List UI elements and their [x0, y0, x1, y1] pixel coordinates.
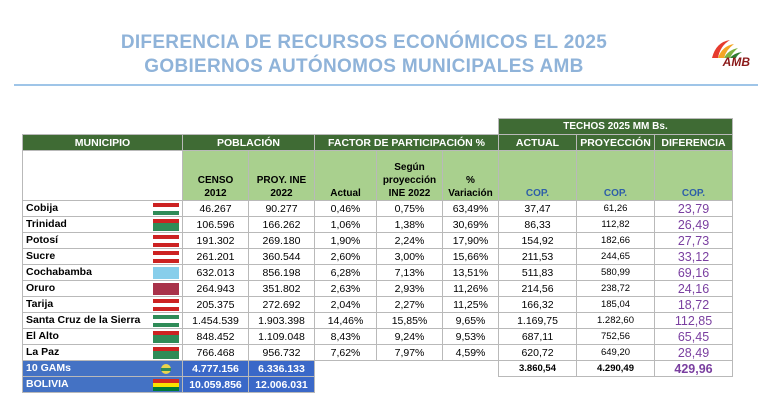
total-label-text: 10 GAMs — [26, 362, 71, 374]
col-cop-proyeccion: COP. — [577, 151, 655, 201]
municipio-cell — [23, 201, 183, 217]
table-row — [23, 217, 733, 233]
municipio-cell — [23, 249, 183, 265]
proy-ine-cell: 166.262 — [249, 217, 315, 233]
total-proy: 6.336.133 — [249, 361, 315, 377]
censo-cell: 766.468 — [183, 345, 249, 361]
municipio-name: Sucre — [26, 250, 56, 262]
diferencia-cell: 112,85 — [655, 313, 733, 329]
proyeccion-cell: 185,04 — [577, 297, 655, 313]
table-row — [23, 297, 733, 313]
table-row — [23, 233, 733, 249]
col-fp-segun: Según proyección INE 2022 — [377, 151, 443, 201]
municipio-name: Oruro — [26, 282, 56, 294]
municipio-name: Tarija — [26, 298, 54, 310]
data-table — [22, 118, 733, 393]
proy-ine-cell: 272.692 — [249, 297, 315, 313]
variacion-cell: 9,65% — [443, 313, 499, 329]
diferencia-cell: 33,12 — [655, 249, 733, 265]
municipio-flag-icon — [153, 203, 179, 215]
table-row — [23, 201, 733, 217]
municipio-name: Trinidad — [26, 218, 67, 230]
total-proyeccion: 4.290,49 — [577, 361, 655, 377]
diferencia-cell: 24,16 — [655, 281, 733, 297]
municipio-cell — [23, 233, 183, 249]
fp-actual-cell: 8,43% — [315, 329, 377, 345]
fp-actual-cell: 7,62% — [315, 345, 377, 361]
table-row — [23, 329, 733, 345]
diferencia-cell: 28,49 — [655, 345, 733, 361]
actual-cell: 211,53 — [499, 249, 577, 265]
variacion-cell: 15,66% — [443, 249, 499, 265]
municipio-cell — [23, 313, 183, 329]
col-municipio: MUNICIPIO — [23, 135, 183, 151]
col-cop-actual: COP. — [499, 151, 577, 201]
fp-segun-cell: 9,24% — [377, 329, 443, 345]
diferencia-cell: 65,45 — [655, 329, 733, 345]
col-censo: CENSO 2012 — [183, 151, 249, 201]
municipio-flag-icon — [153, 235, 179, 247]
fp-segun-cell: 1,38% — [377, 217, 443, 233]
municipio-name: Cobija — [26, 202, 59, 214]
actual-cell: 214,56 — [499, 281, 577, 297]
proy-ine-cell: 351.802 — [249, 281, 315, 297]
variacion-cell: 9,53% — [443, 329, 499, 345]
total-censo: 4.777.156 — [183, 361, 249, 377]
actual-cell: 511,83 — [499, 265, 577, 281]
col-proyeccion: PROYECCIÓN — [577, 135, 655, 151]
municipio-flag-icon — [153, 251, 179, 263]
total-diferencia: 429,96 — [655, 361, 733, 377]
censo-cell: 46.267 — [183, 201, 249, 217]
proyeccion-cell: 649,20 — [577, 345, 655, 361]
censo-cell: 106.596 — [183, 217, 249, 233]
actual-cell: 620,72 — [499, 345, 577, 361]
proy-ine-cell: 956.732 — [249, 345, 315, 361]
actual-cell: 154,92 — [499, 233, 577, 249]
proyeccion-cell: 238,72 — [577, 281, 655, 297]
municipio-cell — [23, 265, 183, 281]
header-row — [23, 135, 733, 151]
fp-segun-cell: 15,85% — [377, 313, 443, 329]
total-label — [23, 361, 183, 377]
diferencia-cell: 26,49 — [655, 217, 733, 233]
proyeccion-cell: 580,99 — [577, 265, 655, 281]
actual-cell: 166,32 — [499, 297, 577, 313]
techos-row — [23, 119, 733, 135]
col-cop-diferencia: COP. — [655, 151, 733, 201]
municipio-flag-icon — [153, 347, 179, 359]
bolivia-censo: 10.059.856 — [183, 377, 249, 393]
header — [14, 14, 758, 86]
proy-ine-cell: 1.109.048 — [249, 329, 315, 345]
table-body — [23, 201, 733, 361]
municipio-name: Potosí — [26, 234, 59, 246]
variacion-cell: 13,51% — [443, 265, 499, 281]
col-factor: FACTOR DE PARTICIPACIÓN % — [315, 135, 499, 151]
bolivia-proy: 12.006.031 — [249, 377, 315, 393]
municipio-name: El Alto — [26, 330, 59, 342]
bolivia-flag-icon — [153, 379, 179, 391]
censo-cell: 205.375 — [183, 297, 249, 313]
bolivia-label — [23, 377, 183, 393]
table-row — [23, 345, 733, 361]
title-line-2: GOBIERNOS AUTÓNOMOS MUNICIPALES AMB — [144, 56, 584, 77]
fp-segun-cell: 2,24% — [377, 233, 443, 249]
proy-ine-cell: 360.544 — [249, 249, 315, 265]
municipio-cell — [23, 345, 183, 361]
fp-segun-cell: 2,93% — [377, 281, 443, 297]
fp-actual-cell: 2,04% — [315, 297, 377, 313]
table-row — [23, 265, 733, 281]
censo-cell: 848.452 — [183, 329, 249, 345]
municipio-cell — [23, 329, 183, 345]
table-row — [23, 249, 733, 265]
actual-cell: 86,33 — [499, 217, 577, 233]
proy-ine-cell: 90.277 — [249, 201, 315, 217]
municipio-cell — [23, 217, 183, 233]
diferencia-cell: 23,79 — [655, 201, 733, 217]
fp-segun-cell: 0,75% — [377, 201, 443, 217]
proyeccion-cell: 61,26 — [577, 201, 655, 217]
proyeccion-cell: 752,56 — [577, 329, 655, 345]
municipio-cell — [23, 281, 183, 297]
proy-ine-cell: 269.180 — [249, 233, 315, 249]
flag-icon — [153, 363, 179, 375]
municipio-name: La Paz — [26, 346, 60, 358]
censo-cell: 261.201 — [183, 249, 249, 265]
fp-segun-cell: 3,00% — [377, 249, 443, 265]
censo-cell: 1.454.539 — [183, 313, 249, 329]
proyeccion-cell: 182,66 — [577, 233, 655, 249]
fp-actual-cell: 1,06% — [315, 217, 377, 233]
fp-segun-cell: 7,13% — [377, 265, 443, 281]
censo-cell: 264.943 — [183, 281, 249, 297]
col-diferencia: DIFERENCIA — [655, 135, 733, 151]
municipio-flag-icon — [153, 283, 179, 295]
proy-ine-cell: 856.198 — [249, 265, 315, 281]
col-fp-actual: Actual — [315, 151, 377, 201]
col-fp-variacion: % Variación — [443, 151, 499, 201]
municipio-flag-icon — [153, 331, 179, 343]
municipio-flag-icon — [153, 315, 179, 327]
total-row — [23, 361, 733, 377]
variacion-cell: 63,49% — [443, 201, 499, 217]
proyeccion-cell: 244,65 — [577, 249, 655, 265]
variacion-cell: 11,25% — [443, 297, 499, 313]
fp-actual-cell: 0,46% — [315, 201, 377, 217]
actual-cell: 1.169,75 — [499, 313, 577, 329]
proy-ine-cell: 1.903.398 — [249, 313, 315, 329]
municipio-name: Santa Cruz de la Sierra — [26, 314, 141, 326]
diferencia-cell: 69,16 — [655, 265, 733, 281]
proyeccion-cell: 1.282,60 — [577, 313, 655, 329]
variacion-cell: 4,59% — [443, 345, 499, 361]
actual-cell: 37,47 — [499, 201, 577, 217]
fp-segun-cell: 7,97% — [377, 345, 443, 361]
title-line-1: DIFERENCIA DE RECURSOS ECONÓMICOS EL 2025 — [120, 32, 608, 53]
diferencia-cell: 18,72 — [655, 297, 733, 313]
proyeccion-cell: 112,82 — [577, 217, 655, 233]
municipio-flag-icon — [153, 267, 179, 279]
variacion-cell: 30,69% — [443, 217, 499, 233]
table-row — [23, 281, 733, 297]
techos-header: TECHOS 2025 MM Bs. — [499, 119, 733, 135]
bolivia-row — [23, 377, 733, 393]
censo-cell: 191.302 — [183, 233, 249, 249]
logo-text: AMB — [722, 55, 750, 69]
actual-cell: 687,11 — [499, 329, 577, 345]
table-row — [23, 313, 733, 329]
fp-actual-cell: 14,46% — [315, 313, 377, 329]
fp-segun-cell: 2,27% — [377, 297, 443, 313]
fp-actual-cell: 1,90% — [315, 233, 377, 249]
variacion-cell: 17,90% — [443, 233, 499, 249]
infographic — [14, 10, 758, 394]
fp-actual-cell: 6,28% — [315, 265, 377, 281]
col-proy-ine: PROY. INE 2022 — [249, 151, 315, 201]
col-actual: ACTUAL — [499, 135, 577, 151]
bolivia-label-text: BOLIVIA — [26, 378, 69, 390]
total-actual: 3.860,54 — [499, 361, 577, 377]
municipio-flag-icon — [153, 219, 179, 231]
municipio-flag-icon — [153, 299, 179, 311]
censo-cell: 632.013 — [183, 265, 249, 281]
fp-actual-cell: 2,60% — [315, 249, 377, 265]
diferencia-cell: 27,73 — [655, 233, 733, 249]
col-poblacion: POBLACIÓN — [183, 135, 315, 151]
fp-actual-cell: 2,63% — [315, 281, 377, 297]
variacion-cell: 11,26% — [443, 281, 499, 297]
subheader-row — [23, 151, 733, 201]
municipio-name: Cochabamba — [26, 266, 92, 278]
municipio-cell — [23, 297, 183, 313]
